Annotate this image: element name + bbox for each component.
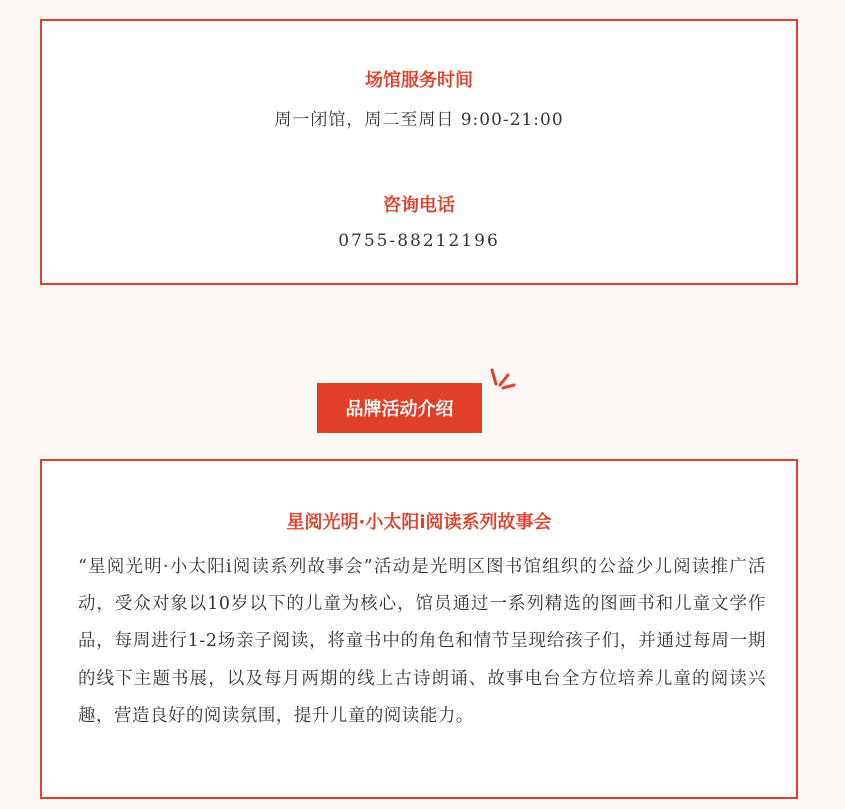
activity-title: 星阅光明·小太阳i阅读系列故事会 — [286, 512, 552, 533]
service-hours-heading: 场馆服务时间 — [365, 70, 473, 91]
brand-activity-banner — [317, 383, 482, 433]
spark-decoration-icon — [488, 366, 518, 390]
service-info-card — [40, 19, 798, 285]
activity-description: “星阅光明·小太阳i阅读系列故事会”活动是光明区图书馆组织的公益少儿阅读推广活动，受众对象以10岁以下的儿童为核心，馆员通过一系列精选的图画书和儿童文学作品，每周进行1-2场亲子阅读，将童书中的角色和情节呈现给孩子们，并通过每周一期的线下主题书展，以及每月两期的线上古诗朗诵、故事电台全方位培养儿童的阅读兴趣，营造良好的阅读氛围，提升儿童的阅读能力。 — [78, 557, 766, 726]
phone-number: 0755-88212196 — [338, 231, 500, 251]
phone-heading: 咨询电话 — [383, 195, 455, 216]
service-hours-text: 周一闭馆，周二至周日 9:00-21:00 — [274, 110, 564, 130]
activity-intro-card — [40, 459, 798, 799]
brand-activity-label: 品牌活动介绍 — [345, 399, 454, 420]
